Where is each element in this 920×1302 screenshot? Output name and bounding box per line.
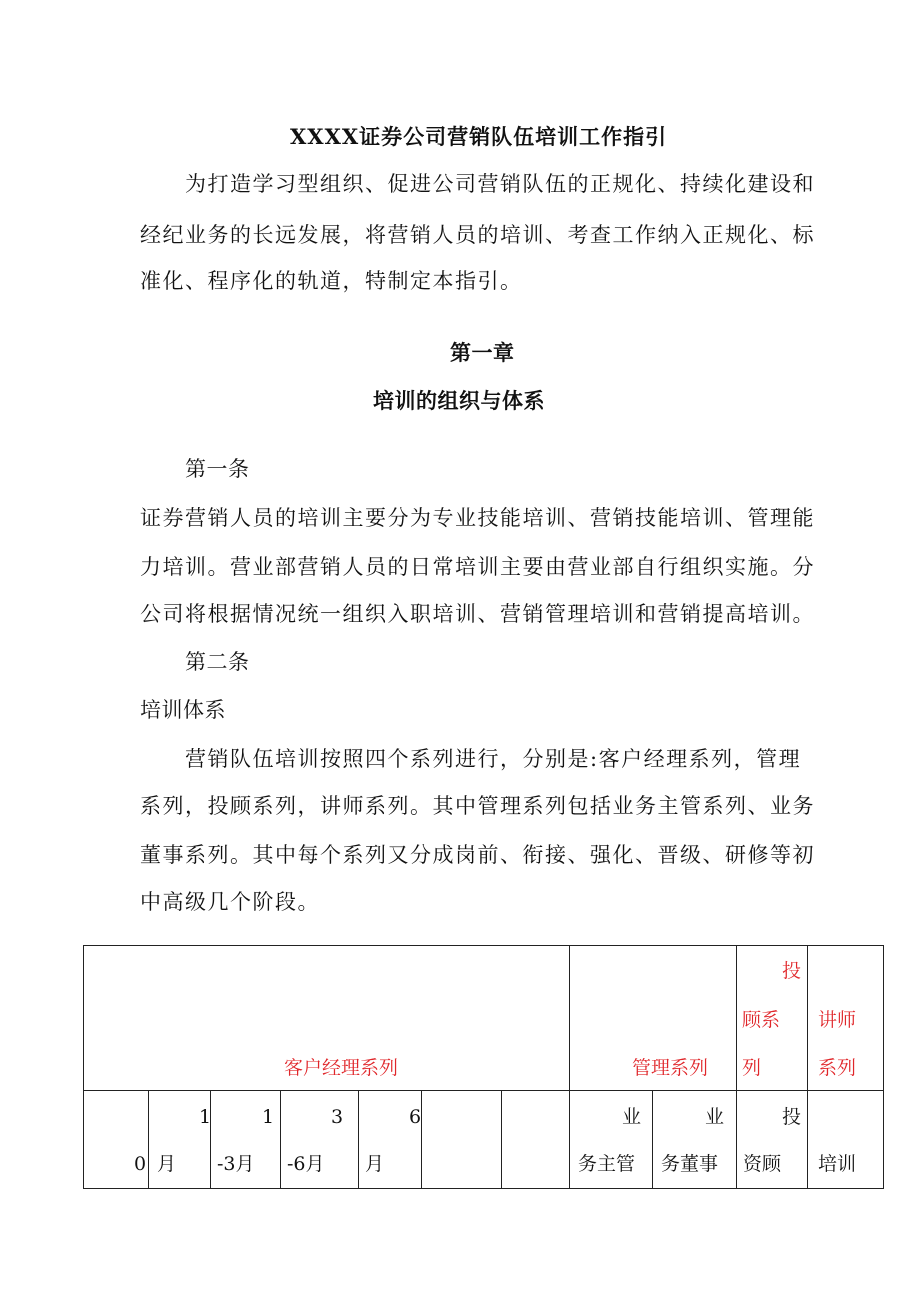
header-advisor-line-2: 顾系 bbox=[742, 1009, 781, 1031]
cell-8 bbox=[653, 1091, 737, 1189]
cell-9 bbox=[737, 1091, 808, 1189]
header-management: 管理系列 bbox=[632, 1057, 709, 1079]
header-advisor-line-3: 列 bbox=[742, 1057, 762, 1079]
chapter-title: 培训的组织与体系 bbox=[373, 388, 545, 413]
cell-7-line-2: 务主管 bbox=[578, 1153, 636, 1175]
article-1-heading: 第一条 bbox=[185, 457, 250, 481]
article-1-line-1: 证券营销人员的培训主要分为专业技能培训、营销技能培训、管理能 bbox=[140, 506, 815, 530]
intro-line-2: 经纪业务的长远发展，将营销人员的培训、考查工作纳入正规化、标 bbox=[140, 223, 815, 247]
table-row bbox=[84, 1091, 884, 1189]
header-lecturer-line-1: 讲师 bbox=[818, 1009, 857, 1031]
article-2-line-1: 营销队伍培训按照四个系列进行，分别是:客户经理系列，管理 bbox=[185, 747, 802, 771]
training-series-table bbox=[83, 945, 884, 1189]
cell-3-line-2: -6月 bbox=[287, 1153, 325, 1175]
article-2-line-3: 董事系列。其中每个系列又分成岗前、衔接、强化、晋级、研修等初 bbox=[140, 843, 815, 867]
header-customer-manager: 客户经理系列 bbox=[284, 1057, 399, 1079]
article-2-line-2: 系列，投顾系列，讲师系列。其中管理系列包括业务主管系列、业务 bbox=[140, 794, 815, 818]
header-customer-manager-cell bbox=[84, 946, 570, 1091]
cell-2-line-1: 1 bbox=[262, 1106, 275, 1128]
cell-10-line-2: 培训 bbox=[818, 1153, 857, 1175]
cell-9-line-1: 投 bbox=[782, 1106, 802, 1128]
header-advisor-line-1: 投 bbox=[782, 960, 802, 982]
cell-4-line-2: 月 bbox=[365, 1153, 385, 1175]
intro-line-3: 准化、程序化的轨道，特制定本指引。 bbox=[140, 269, 523, 293]
cell-1-line-2: 月 bbox=[157, 1153, 177, 1175]
cell-8-line-1: 业 bbox=[705, 1106, 725, 1128]
article-1-line-2: 力培训。营业部营销人员的日常培训主要由营业部自行组织实施。分 bbox=[140, 555, 815, 579]
cell-0 bbox=[84, 1091, 149, 1189]
cell-7-line-1: 业 bbox=[622, 1106, 642, 1128]
article-1-line-3: 公司将根据情况统一组织入职培训、营销管理培训和营销提高培训。 bbox=[140, 602, 815, 626]
cell-2-line-2: -3月 bbox=[217, 1153, 255, 1175]
cell-4-line-1: 6 bbox=[409, 1106, 422, 1128]
article-2-line-4: 中高级几个阶段。 bbox=[140, 890, 320, 914]
article-2-heading: 第二条 bbox=[185, 650, 250, 674]
cell-1 bbox=[149, 1091, 211, 1189]
table-header-row bbox=[84, 946, 884, 1091]
cell-2 bbox=[211, 1091, 281, 1189]
cell-3 bbox=[281, 1091, 359, 1189]
article-2-subheading: 培训体系 bbox=[140, 698, 226, 722]
cell-0-text: 0 bbox=[134, 1153, 147, 1175]
cell-6 bbox=[502, 1091, 570, 1189]
cell-10 bbox=[808, 1091, 884, 1189]
document-title: XXXX证券公司营销队伍培训工作指引 bbox=[290, 124, 668, 149]
header-lecturer-cell bbox=[808, 946, 884, 1091]
cell-7 bbox=[570, 1091, 653, 1189]
cell-3-line-1: 3 bbox=[331, 1106, 344, 1128]
cell-5 bbox=[422, 1091, 502, 1189]
cell-4 bbox=[359, 1091, 422, 1189]
cell-8-line-2: 务董事 bbox=[661, 1153, 719, 1175]
header-advisor-cell bbox=[737, 946, 808, 1091]
cell-9-line-2: 资顾 bbox=[743, 1153, 782, 1175]
cell-1-line-1: 1 bbox=[199, 1106, 212, 1128]
intro-line-1: 为打造学习型组织、促进公司营销队伍的正规化、持续化建设和 bbox=[185, 172, 815, 196]
header-management-cell bbox=[570, 946, 737, 1091]
header-lecturer-line-2: 系列 bbox=[818, 1057, 857, 1079]
chapter-heading: 第一章 bbox=[450, 340, 515, 365]
